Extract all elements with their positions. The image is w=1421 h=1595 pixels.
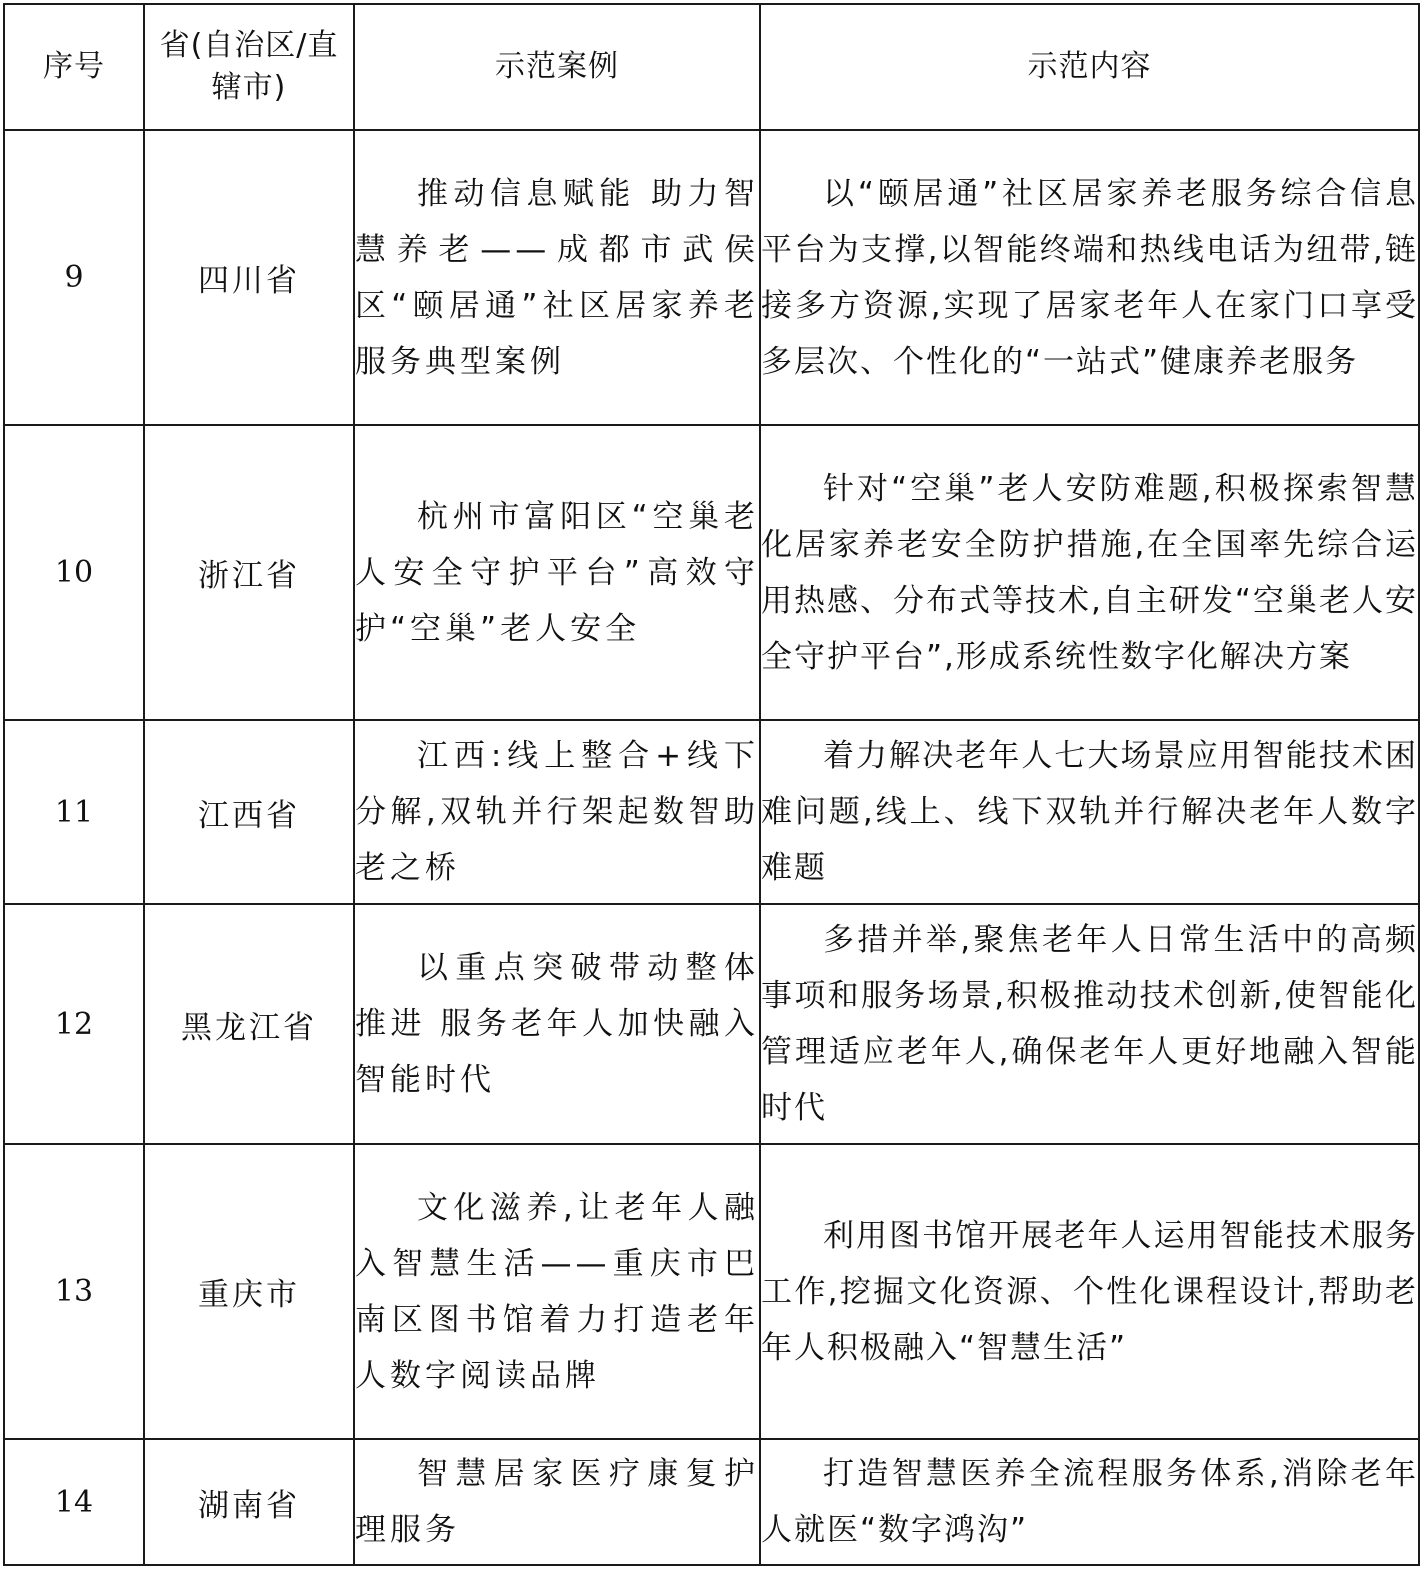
case-text: 推动信息赋能 助力智慧养老——成都市武侯区“颐居通”社区居家养老服务典型案例 [355, 175, 759, 380]
row-index: 11 [4, 720, 144, 904]
table-row [4, 720, 1419, 904]
header-index: 序号 [4, 4, 144, 130]
case-text: 江西:线上整合+线下分解,双轨并行架起数智助老之桥 [355, 738, 759, 886]
content-text: 利用图书馆开展老年人运用智能技术服务工作,挖掘文化资源、个性化课程设计,帮助老年人积极融入“智慧生活” [761, 1217, 1418, 1366]
row-case [354, 425, 760, 720]
case-text: 智慧居家医疗康复护理服务 [355, 1456, 759, 1548]
case-text: 以重点突破带动整体推进 服务老年人加快融入智能时代 [355, 950, 759, 1098]
row-case [354, 1439, 760, 1565]
table-row [4, 1439, 1419, 1565]
row-index: 14 [4, 1439, 144, 1565]
row-case [354, 904, 760, 1144]
table-header-row [4, 4, 1419, 130]
row-case [354, 720, 760, 904]
row-province: 黑龙江省 [144, 904, 354, 1144]
content-text: 以“颐居通”社区居家养老服务综合信息平台为支撑,以智能终端和热线电话为纽带,链接多方资源,实现了居家老年人在家门口享受多层次、个性化的“一站式”健康养老服务 [761, 175, 1418, 380]
row-province: 四川省 [144, 130, 354, 425]
demo-cases-table [3, 3, 1420, 1566]
row-case [354, 130, 760, 425]
row-province: 江西省 [144, 720, 354, 904]
case-text: 文化滋养,让老年人融入智慧生活——重庆市巴南区图书馆着力打造老年人数字阅读品牌 [355, 1189, 759, 1394]
content-text: 着力解决老年人七大场景应用智能技术困难问题,线上、线下双轨并行解决老年人数字难题 [761, 738, 1418, 886]
content-text: 针对“空巢”老人安防难题,积极探索智慧化居家养老安全防护措施,在全国率先综合运用热感、分布式等技术,自主研发“空巢老人安全守护平台”,形成系统性数字化解决方案 [761, 470, 1418, 675]
table-row [4, 425, 1419, 720]
table-row [4, 904, 1419, 1144]
row-province: 重庆市 [144, 1144, 354, 1439]
row-case [354, 1144, 760, 1439]
content-text: 打造智慧医养全流程服务体系,消除老年人就医“数字鸿沟” [761, 1456, 1418, 1548]
row-index: 9 [4, 130, 144, 425]
content-text: 多措并举,聚焦老年人日常生活中的高频事项和服务场景,积极推动技术创新,使智能化管理适应老年人,确保老年人更好地融入智能时代 [761, 922, 1418, 1126]
header-province: 省(自治区/直辖市) [144, 4, 354, 130]
row-content [760, 1439, 1419, 1565]
row-content [760, 130, 1419, 425]
row-index: 13 [4, 1144, 144, 1439]
row-content [760, 1144, 1419, 1439]
row-province: 浙江省 [144, 425, 354, 720]
row-content [760, 425, 1419, 720]
table-row [4, 130, 1419, 425]
header-case: 示范案例 [354, 4, 760, 130]
table-row [4, 1144, 1419, 1439]
row-province: 湖南省 [144, 1439, 354, 1565]
row-index: 12 [4, 904, 144, 1144]
row-content [760, 904, 1419, 1144]
row-index: 10 [4, 425, 144, 720]
row-content [760, 720, 1419, 904]
case-text: 杭州市富阳区“空巢老人安全守护平台”高效守护“空巢”老人安全 [355, 498, 759, 647]
header-content: 示范内容 [760, 4, 1419, 130]
